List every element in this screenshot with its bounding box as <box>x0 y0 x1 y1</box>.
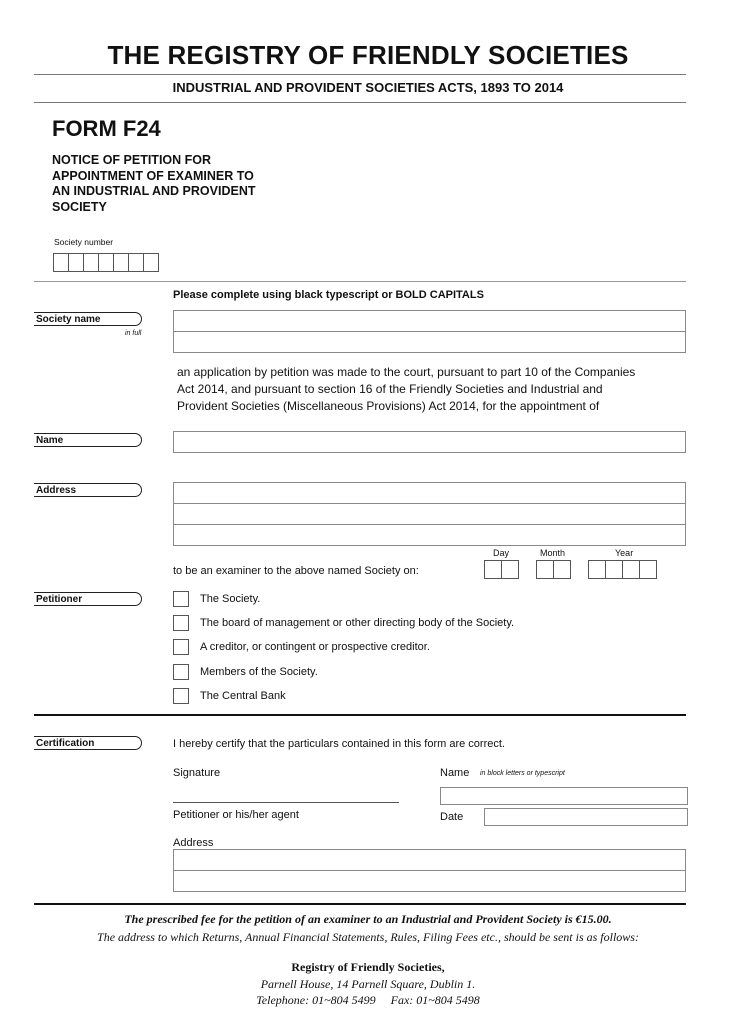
day-digit[interactable] <box>501 560 519 579</box>
date-label: Date <box>440 811 464 823</box>
application-line: an application by petition was made to the court, pursuant to part 10 of the Companies <box>177 365 636 379</box>
society-name-field-1[interactable] <box>173 310 686 332</box>
petitioner-agent-label: Petitioner or his/her agent <box>173 809 299 821</box>
notice-line: NOTICE OF PETITION FOR <box>52 153 212 167</box>
month-label: Month <box>540 548 566 558</box>
section-divider <box>34 281 686 282</box>
acts-subtitle: INDUSTRIAL AND PROVIDENT SOCIETIES ACTS, 1893 TO 2014 <box>172 80 564 95</box>
year-input[interactable] <box>588 560 656 579</box>
day-label: Day <box>493 548 510 558</box>
cert-name-note: in block letters or typescript <box>480 770 565 777</box>
society-number-label: Society number <box>54 237 114 247</box>
cert-date-field[interactable] <box>484 808 688 826</box>
examiner-date-text: to be an examiner to the above named Society on: <box>173 565 419 577</box>
year-digit[interactable] <box>639 560 657 579</box>
footer-divider <box>34 903 686 905</box>
certification-statement: I hereby certify that the particulars contained in this form are correct. <box>173 738 505 750</box>
fee-notice: The prescribed fee for the petition of an examiner to an Industrial and Provident Society is €15.00. <box>124 912 612 926</box>
day-digit[interactable] <box>484 560 502 579</box>
petitioner-central-bank-checkbox[interactable] <box>173 688 189 704</box>
society-number-digit[interactable] <box>143 253 159 272</box>
notice-title <box>52 153 312 215</box>
cert-address-field-1[interactable] <box>173 849 686 871</box>
month-digit[interactable] <box>536 560 554 579</box>
examiner-address-field-1[interactable] <box>173 482 686 504</box>
year-digit[interactable] <box>605 560 623 579</box>
application-line: Act 2014, and pursuant to section 16 of the Friendly Societies and Industrial and <box>177 382 603 396</box>
year-digit[interactable] <box>622 560 640 579</box>
day-input[interactable] <box>484 560 518 579</box>
petitioner-members-checkbox[interactable] <box>173 664 189 680</box>
telephone-number: Telephone: 01~804 5499 <box>256 993 376 1007</box>
signature-field[interactable] <box>173 784 399 803</box>
examiner-name-field[interactable] <box>173 431 686 453</box>
certification-divider <box>34 714 686 716</box>
petitioner-option-label: Members of the Society. <box>200 666 318 678</box>
petitioner-option-label: The Society. <box>200 593 261 605</box>
notice-line: APPOINTMENT OF EXAMINER TO <box>52 168 254 183</box>
society-number-digit[interactable] <box>68 253 84 272</box>
society-name-note: in full <box>125 330 142 337</box>
petitioner-board-checkbox[interactable] <box>173 615 189 631</box>
application-line: Provident Societies (Miscellaneous Provisions) Act 2014, for the appointment of <box>177 399 600 413</box>
returns-notice: The address to which Returns, Annual Financial Statements, Rules, Filing Fees etc., should be sent is as follows: <box>97 930 639 944</box>
cert-address-field-2[interactable] <box>173 870 686 892</box>
petitioner-option-label: A creditor, or contingent or prospective creditor. <box>200 641 430 653</box>
petitioner-option-label: The Central Bank <box>200 690 286 702</box>
petitioner-tab: Petitioner <box>34 592 142 606</box>
certification-tab: Certification <box>34 736 142 750</box>
notice-line: SOCIETY <box>52 199 107 214</box>
registry-name: Registry of Friendly Societies, <box>291 960 445 974</box>
name-tab: Name <box>34 433 142 447</box>
header-divider-bottom <box>34 102 686 103</box>
application-paragraph <box>177 364 697 415</box>
society-number-digit[interactable] <box>83 253 99 272</box>
fax-number: Fax: 01~804 5498 <box>390 993 480 1007</box>
cert-name-label: Name <box>440 767 470 779</box>
society-number-digit[interactable] <box>113 253 129 272</box>
month-input[interactable] <box>536 560 570 579</box>
petitioner-creditor-checkbox[interactable] <box>173 639 189 655</box>
year-label: Year <box>615 548 634 558</box>
year-digit[interactable] <box>588 560 606 579</box>
society-number-digit[interactable] <box>53 253 69 272</box>
notice-line: AN INDUSTRIAL AND PROVIDENT <box>52 184 256 198</box>
examiner-address-field-3[interactable] <box>173 524 686 546</box>
society-number-digit[interactable] <box>128 253 144 272</box>
registry-title: THE REGISTRY OF FRIENDLY SOCIETIES <box>107 40 629 70</box>
address-tab: Address <box>34 483 142 497</box>
petitioner-society-checkbox[interactable] <box>173 591 189 607</box>
society-name-field-2[interactable] <box>173 331 686 353</box>
society-number-digit[interactable] <box>98 253 114 272</box>
month-digit[interactable] <box>553 560 571 579</box>
registry-address: Parnell House, 14 Parnell Square, Dublin 1. <box>260 977 476 991</box>
cert-name-field[interactable] <box>440 787 688 805</box>
instruction-text: Please complete using black typescript or BOLD CAPITALS <box>173 289 484 301</box>
header-divider-top <box>34 74 686 75</box>
registry-contact <box>0 993 736 1008</box>
society-name-tab: Society name <box>34 312 142 326</box>
cert-address-label: Address <box>173 837 214 849</box>
signature-label: Signature <box>173 767 221 779</box>
petitioner-option-label: The board of management or other directing body of the Society. <box>200 617 515 629</box>
examiner-address-field-2[interactable] <box>173 503 686 525</box>
society-number-input[interactable] <box>53 253 158 272</box>
form-number: FORM F24 <box>52 116 161 141</box>
